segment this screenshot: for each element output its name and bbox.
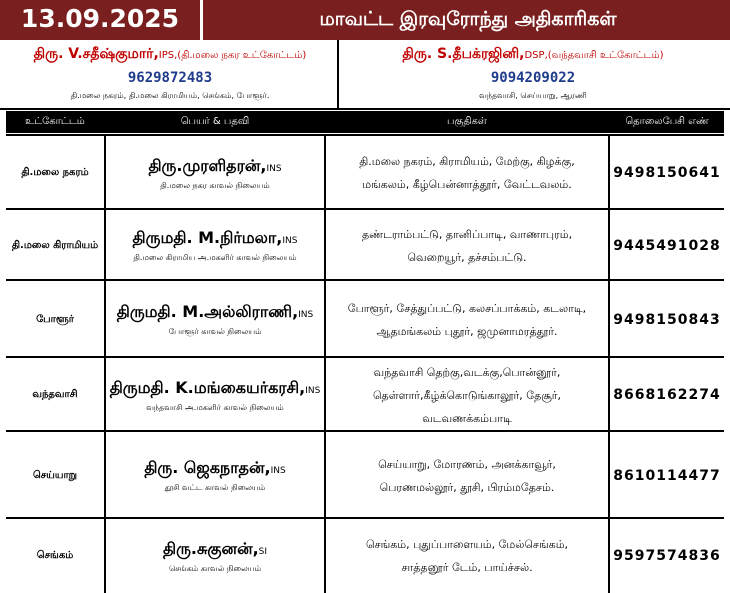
officer-phone: 9094209022 [490, 70, 576, 86]
officer-cell [106, 281, 324, 358]
officer-cell [106, 210, 324, 281]
area-line: ஆதமங்கலம் புதூர், ஜமுனாமரத்தூர். [376, 324, 558, 338]
officer-phone: 9629872483 [127, 70, 213, 86]
header-divider [200, 0, 203, 40]
phone-cell: 8610114477 [613, 467, 721, 484]
station-name: போளூர் காவல் நிலையம் [168, 327, 262, 336]
area-line: வடவணக்கம்பாடி [422, 411, 512, 425]
areas-cell [326, 432, 608, 519]
station-name: தூசி வட்ட காவல் நிலையம் [164, 483, 266, 492]
officer-rank: INS [298, 310, 314, 320]
phone-cell: 8668162274 [613, 387, 721, 403]
areas-cell [326, 136, 608, 210]
officer-name: திருமதி. K.மங்கையர்கரசி,INS [109, 377, 321, 397]
officer-card [340, 40, 726, 108]
officer-cell [106, 136, 324, 210]
officer-name: திரு.முரளிதரன்,INS [148, 155, 282, 175]
area-line: தெள்ளார்,கீழ்க்கொடுங்காலூர், தேசூர், [372, 388, 562, 402]
table-row [6, 208, 724, 281]
phone-cell: 9597574836 [613, 548, 721, 564]
subdivision-cell: செங்கம் [36, 550, 74, 561]
officer-suffix: IPS,(தி.மலை நகர உட்கோட்டம்) [158, 50, 307, 61]
phone-cell: 9498150641 [613, 165, 721, 181]
station-name: தி.மலை நகர காவல் நிலையம் [160, 180, 270, 190]
area-line: செய்யாறு, மோரணம், அனக்காவூர், [378, 457, 556, 471]
officer-areas: வந்தவாசி, செய்யாறு, ஆரணி [479, 91, 587, 100]
areas-cell [326, 519, 608, 593]
areas-cell [326, 281, 608, 358]
header-bar [0, 0, 730, 40]
officer-rank: SI [258, 546, 268, 557]
officer-card [4, 40, 336, 108]
officer-areas: தி.மலை நகரம், தி.மலை கிராமியம், செங்கம், போளூர். [70, 91, 270, 100]
officer-rank: INS [266, 163, 282, 174]
table-row [6, 517, 724, 593]
phone-cell: 9498150843 [613, 311, 721, 328]
area-line: மங்கலம், கீழ்பென்னாத்தூர், வேட்டவலம். [362, 178, 572, 191]
officer-name: திரு. S.தீபக்ரஜினி,DSP,(வந்தவாசி உட்கோட்டம்) [402, 46, 664, 62]
subdivision-cell: தி.மலை நகரம் [21, 167, 89, 178]
area-line: செங்கம், புதுப்பாளையம், மேல்செங்கம், [365, 538, 569, 551]
header-areas: பகுதிகள் [447, 116, 487, 127]
officer-name: திருமதி. M.நிர்மலா,INS [132, 228, 298, 247]
officer-rank: INS [305, 385, 321, 396]
table-row [6, 356, 724, 432]
header-phone: தொலைபேசி எண் [625, 116, 709, 127]
officer-cell [106, 432, 324, 519]
areas-cell [326, 210, 608, 281]
officer-name: திரு. ஜெகநாதன்,INS [144, 458, 286, 477]
area-line: பெரணமல்லூர், தூசி, பிரம்மதேசம். [379, 480, 555, 494]
area-line: வந்தவாசி தெற்கு,வடக்கு,பொன்னூர், [373, 365, 561, 379]
area-line: தி.மலை நகரம், கிராமியம், மேற்கு, கிழக்கு, [359, 155, 575, 168]
officer-name: திரு.சுகுனன்,SI [162, 538, 268, 558]
area-line: வெறையூர், தச்சம்பட்டு. [407, 250, 527, 264]
officer-rank: INS [282, 236, 298, 246]
subdivision-cell: தி.மலை கிராமியம் [11, 239, 99, 251]
table-row [6, 134, 724, 210]
officer-suffix: DSP,(வந்தவாசி உட்கோட்டம்) [524, 50, 664, 61]
officers-panel [0, 40, 730, 110]
header-subdivision: உட்கோட்டம் [25, 116, 85, 127]
station-name: வந்தவாசி அ.மகளிர் காவல் நிலையம் [146, 402, 284, 412]
subdivision-cell: செய்யாறு [32, 469, 78, 481]
table-row [6, 430, 724, 519]
officers-divider [337, 40, 339, 108]
area-line: சாத்தனூர் டேம், பாய்ச்சல். [401, 561, 533, 574]
subdivision-cell: வந்தவாசி [32, 389, 78, 400]
area-line: போளூர், சேத்துப்பட்டு, கலசப்பாக்கம், கடலாடி, [347, 301, 587, 315]
page-title: மாவட்ட இரவுரோந்து அதிகாரிகள் [319, 8, 617, 30]
date-label: 13.09.2025 [20, 4, 180, 33]
phone-cell: 9445491028 [613, 237, 721, 254]
subdivision-cell: போளூர் [36, 313, 74, 325]
station-name: தி.மலை கிராமிய அ.மகளிர் காவல் நிலையம் [133, 253, 297, 262]
officer-cell [106, 358, 324, 432]
station-name: செங்கம் காவல் நிலையம் [168, 563, 262, 573]
table-row [6, 279, 724, 358]
header-name: பெயர் & பதவி [180, 116, 250, 127]
officer-name: திரு. V.சதீஷ்குமார்,IPS,(தி.மலை நகர உட்கோட்டம்) [33, 46, 307, 62]
officer-cell [106, 519, 324, 593]
officer-name: திருமதி. M.அல்லிராணி,INS [116, 302, 314, 321]
areas-cell [326, 358, 608, 432]
table-header [6, 111, 724, 133]
area-line: தண்டராம்பட்டு, தானிப்பாடி, வாணாபுரம், [361, 227, 573, 241]
officer-rank: INS [270, 466, 286, 476]
